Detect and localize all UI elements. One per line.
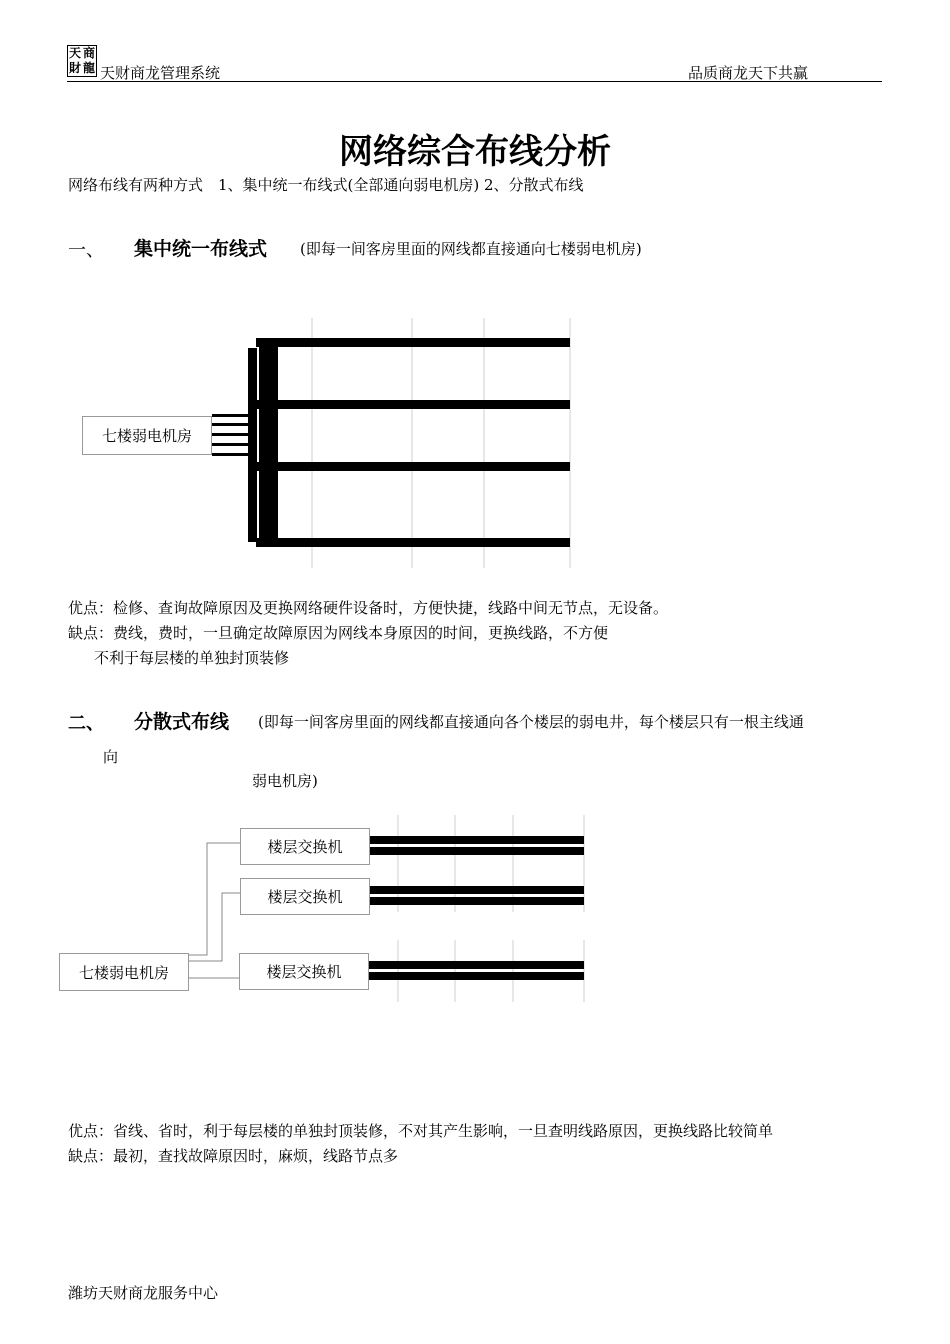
logo-char: 商 xyxy=(82,46,95,60)
intro-text: 网络布线有两种方式 1、集中统一布线式(全部通向弱电机房) 2、分散式布线 xyxy=(68,176,584,194)
floor-cable xyxy=(369,972,584,980)
floor-switch-label: 楼层交换机 xyxy=(266,963,342,981)
floor-cable xyxy=(369,886,584,894)
logo-char: 天 xyxy=(68,46,81,60)
section1-cons-cont: 不利于每层楼的单独封顶装修 xyxy=(94,649,290,667)
section1-note: (即每一间客房里面的网线都直接通向七楼弱电机房) xyxy=(300,240,642,258)
server-room-box xyxy=(59,953,189,991)
section2-pros: 优点：省线、省时，利于每层楼的单独封顶装修，不对其产生影响，一旦查明线路原因，更换线路比较简单 xyxy=(68,1122,774,1140)
section1-title: 集中统一布线式 xyxy=(134,238,268,260)
section2-note-cont: 向 xyxy=(103,748,119,766)
section2-cons: 缺点：最初，查找故障原因时，麻烦，线路节点多 xyxy=(68,1147,399,1165)
section2-note-cont: 弱电机房) xyxy=(252,772,318,790)
header-right-text: 品质商龙天下共赢 xyxy=(688,64,809,82)
section2-number: 二、 xyxy=(68,713,104,734)
floor-cable xyxy=(369,836,584,844)
section1-cons: 缺点：费线，费时，一旦确定故障原因为网线本身原因的时间，更换线路，不方便 xyxy=(68,624,609,642)
page-footer: 潍坊天财商龙服务中心 xyxy=(68,1284,219,1302)
floor-cable xyxy=(369,847,584,855)
trunk-line xyxy=(189,893,240,961)
header-left-text: 天财商龙管理系统 xyxy=(100,64,221,82)
page-title: 网络综合布线分析 xyxy=(339,132,611,172)
section1-number: 一、 xyxy=(68,240,104,261)
logo-char: 龍 xyxy=(82,61,95,75)
section2-note: (即每一间客房里面的网线都直接通向各个楼层的弱电井，每个楼层只有一根主线通 xyxy=(258,713,804,731)
floor-switch-box xyxy=(240,828,370,865)
floor-cable xyxy=(369,897,584,905)
floor-cable xyxy=(369,961,584,969)
server-room-label: 七楼弱电机房 xyxy=(78,963,169,982)
trunk-line xyxy=(189,843,240,955)
floor-switch-label: 楼层交换机 xyxy=(267,838,343,856)
logo-char: 財 xyxy=(68,61,81,75)
section1-pros: 优点：检修、查询故障原因及更换网络硬件设备时，方便快捷，线路中间无节点，无设备。 xyxy=(68,599,669,617)
section2-title: 分散式布线 xyxy=(134,711,230,733)
floor-switch-box xyxy=(240,878,370,915)
floor-switch-box xyxy=(239,953,369,990)
server-room-label: 七楼弱电机房 xyxy=(101,427,192,445)
floor-switch-label: 楼层交换机 xyxy=(267,888,343,906)
